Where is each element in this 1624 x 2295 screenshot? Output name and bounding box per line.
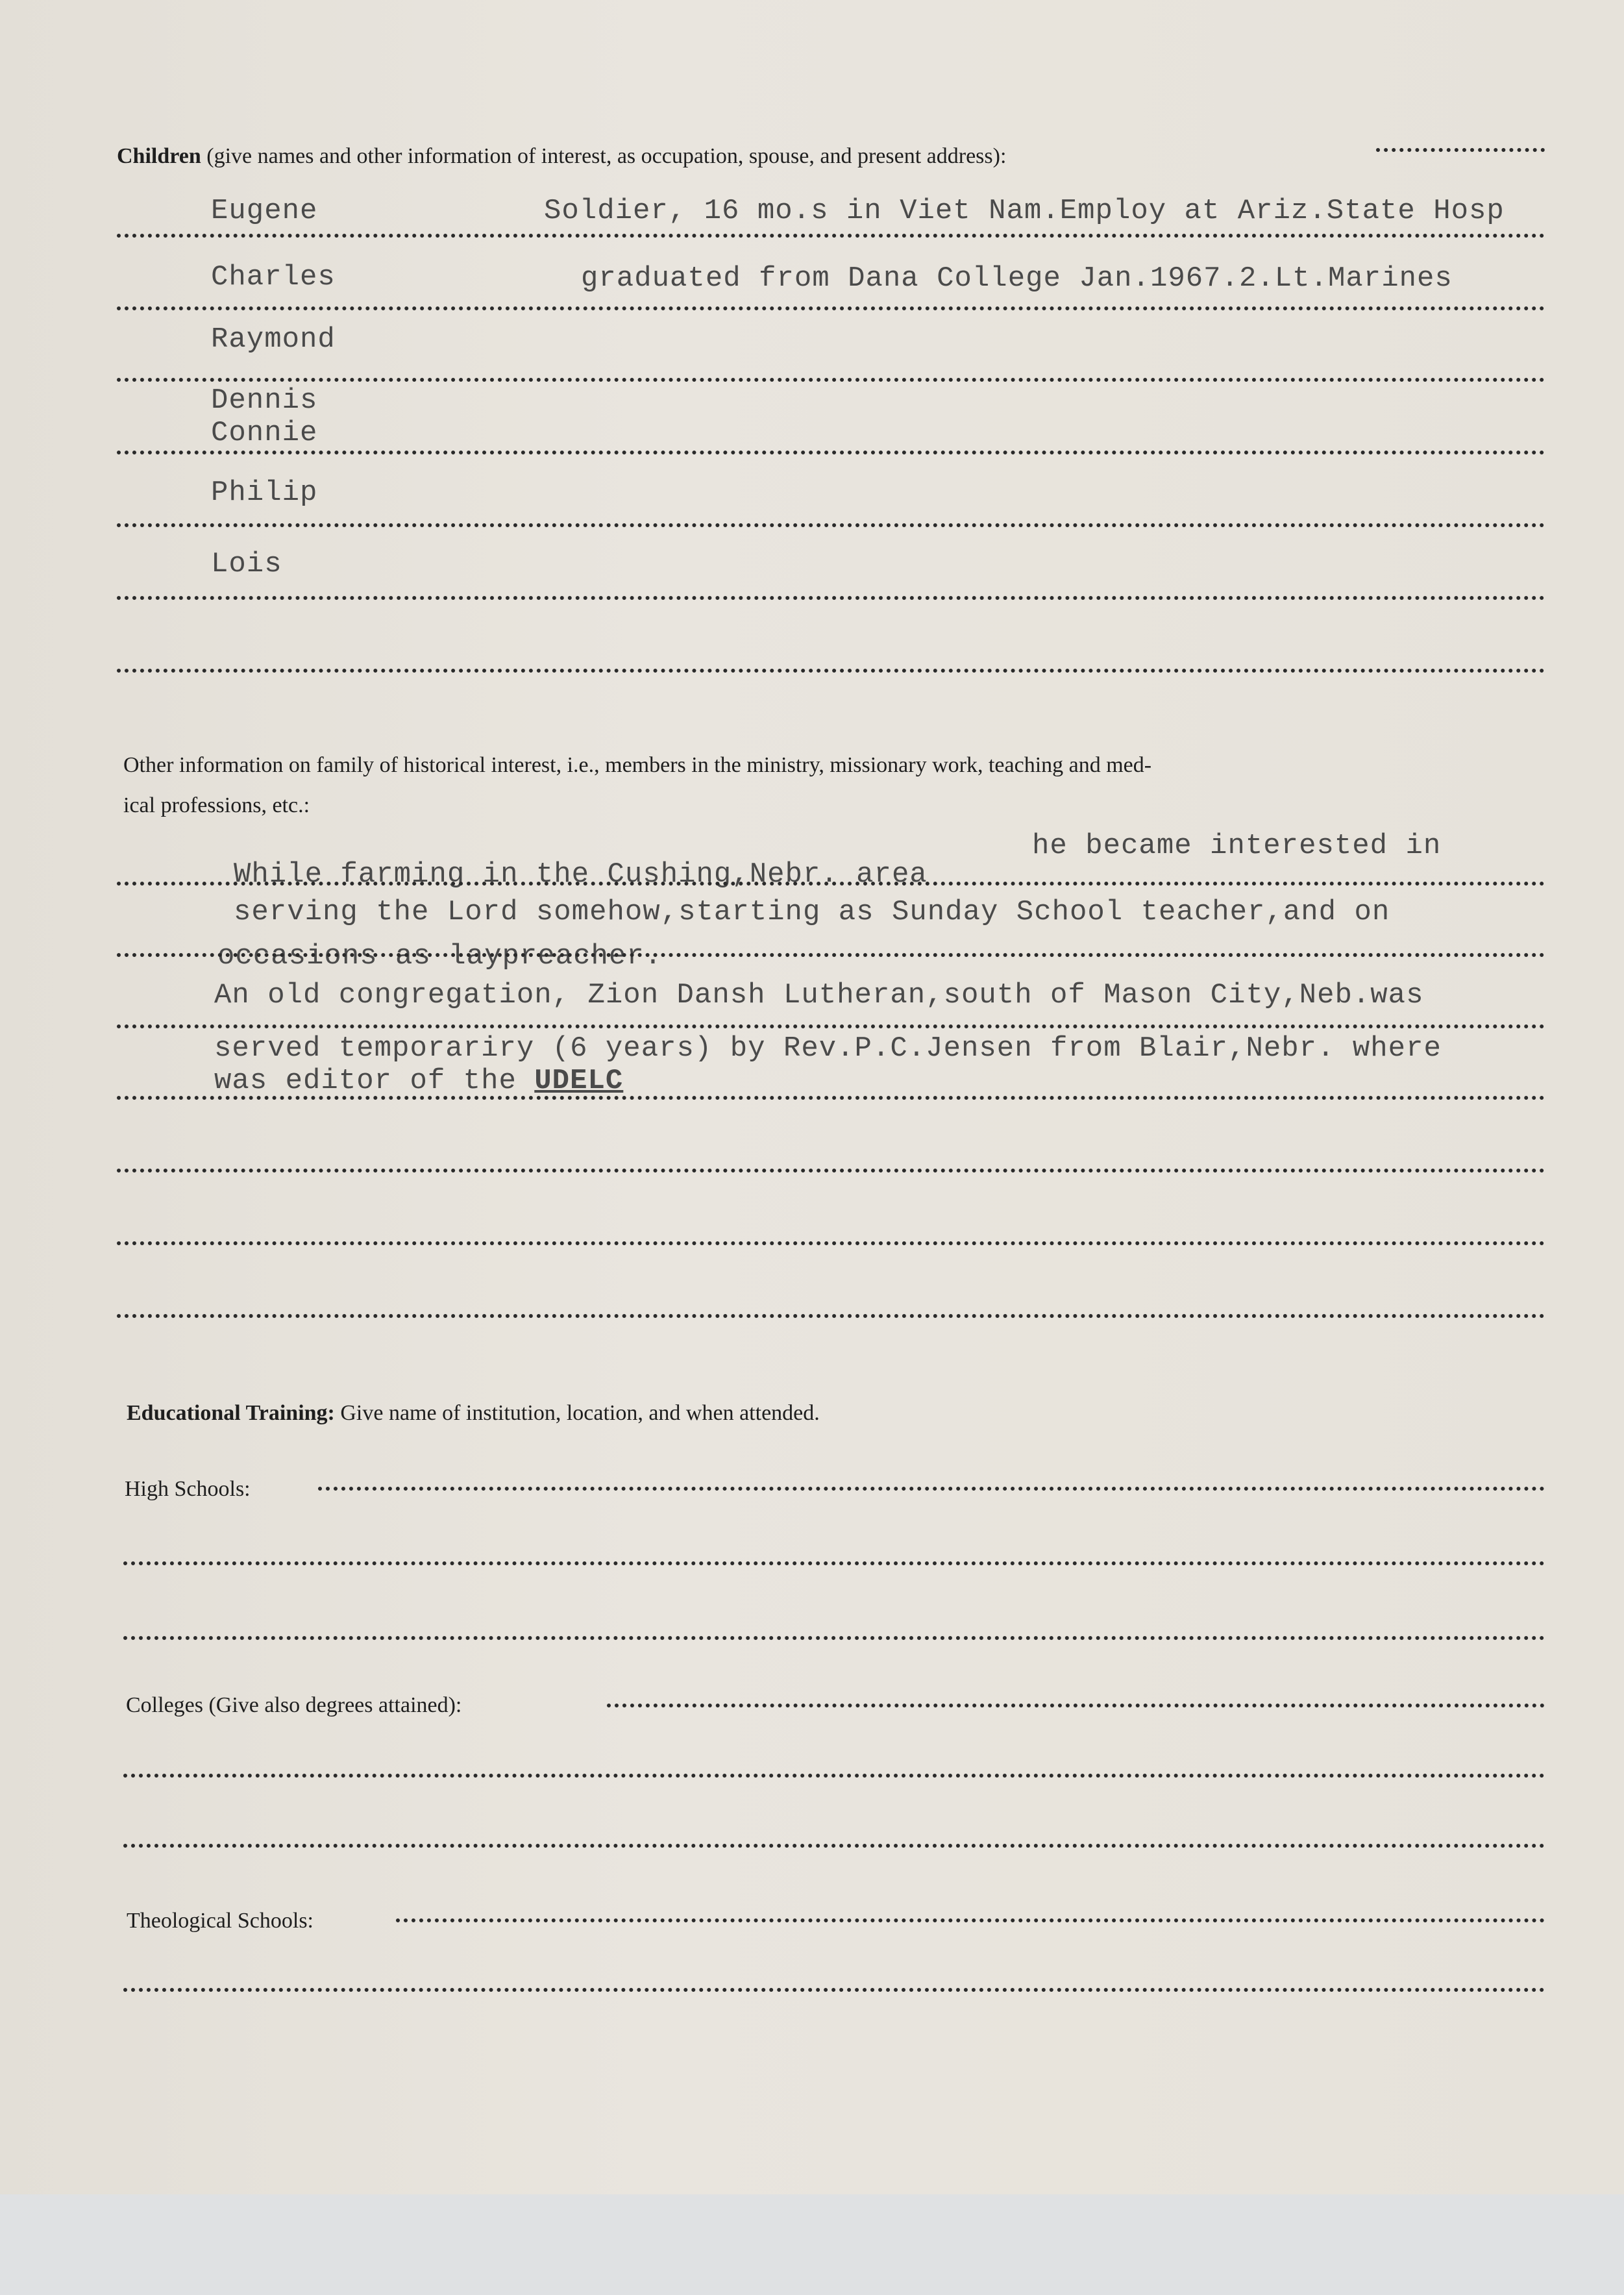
education-label — [127, 1401, 820, 1426]
children-label-bold: Children — [117, 144, 201, 168]
dotted-line — [123, 1844, 1545, 1848]
child-info: Soldier, 16 mo.s in Viet Nam.Employ at Ariz.State Hosp — [544, 195, 1505, 227]
typed-line: While farming in the Cushing,Nebr. area — [234, 858, 928, 891]
education-label-rest: Give name of institution, location, and when attended. — [340, 1401, 820, 1425]
dotted-line — [117, 234, 1545, 238]
dotted-line — [117, 306, 1545, 310]
child-name: Eugene — [211, 195, 318, 227]
typed-line: he became interested in — [1032, 830, 1442, 862]
dotted-line — [123, 1561, 1545, 1565]
typed-line: served temporariry (6 years) by Rev.P.C.Jensen from Blair,Nebr. where — [214, 1032, 1442, 1065]
typed-line: An old congregation, Zion Dansh Lutheran,south of Mason City,Neb.was — [214, 979, 1424, 1011]
other-info-label-line1: Other information on family of historical interest, i.e., members in the ministry, missionary work, teaching and med- — [123, 753, 1152, 777]
scan-background — [0, 2194, 1624, 2295]
dotted-line — [117, 1169, 1545, 1172]
theological-schools-field — [396, 1918, 1545, 1922]
dotted-line — [123, 1636, 1545, 1640]
child-name: Philip — [211, 477, 318, 509]
dotted-line — [117, 882, 1545, 886]
typed-text: was editor of the — [214, 1065, 517, 1097]
dotted-line — [117, 596, 1545, 600]
dotted-line — [117, 1314, 1545, 1318]
child-name: Raymond — [211, 323, 336, 356]
dotted-line — [117, 523, 1545, 527]
dotted-line — [117, 378, 1545, 382]
theological-schools-label: Theological Schools: — [127, 1909, 314, 1933]
dotted-line — [117, 669, 1545, 673]
children-label — [117, 144, 1006, 169]
colleges-field — [607, 1704, 1545, 1707]
education-label-bold: Educational Training: — [127, 1401, 335, 1425]
underlined-acronym: UDELC — [534, 1065, 624, 1097]
dotted-line — [123, 1774, 1545, 1778]
child-name: Connie — [211, 417, 318, 449]
high-schools-label: High Schools: — [125, 1477, 251, 1501]
dotted-line — [117, 1241, 1545, 1245]
dotted-line — [1376, 148, 1545, 152]
dotted-line — [117, 953, 1545, 957]
child-info: graduated from Dana College Jan.1967.2.Lt.Marines — [581, 262, 1453, 295]
high-schools-field — [318, 1487, 1545, 1491]
dotted-line — [123, 1988, 1545, 1992]
typed-line: occasions as laypreacher. — [217, 940, 663, 973]
typed-line — [214, 1065, 623, 1097]
dotted-line — [117, 1024, 1545, 1028]
children-label-rest: (give names and other information of interest, as occupation, spouse, and present address): — [206, 144, 1007, 168]
child-name: Dennis — [211, 384, 318, 417]
other-info-label-line2: ical professions, etc.: — [123, 793, 310, 817]
colleges-label: Colleges (Give also degrees attained): — [126, 1693, 462, 1717]
child-name: Lois — [211, 548, 282, 580]
child-name: Charles — [211, 261, 336, 293]
typed-line: serving the Lord somehow,starting as Sunday School teacher,and on — [234, 896, 1390, 928]
dotted-line — [117, 451, 1545, 454]
dotted-line — [117, 1096, 1545, 1100]
